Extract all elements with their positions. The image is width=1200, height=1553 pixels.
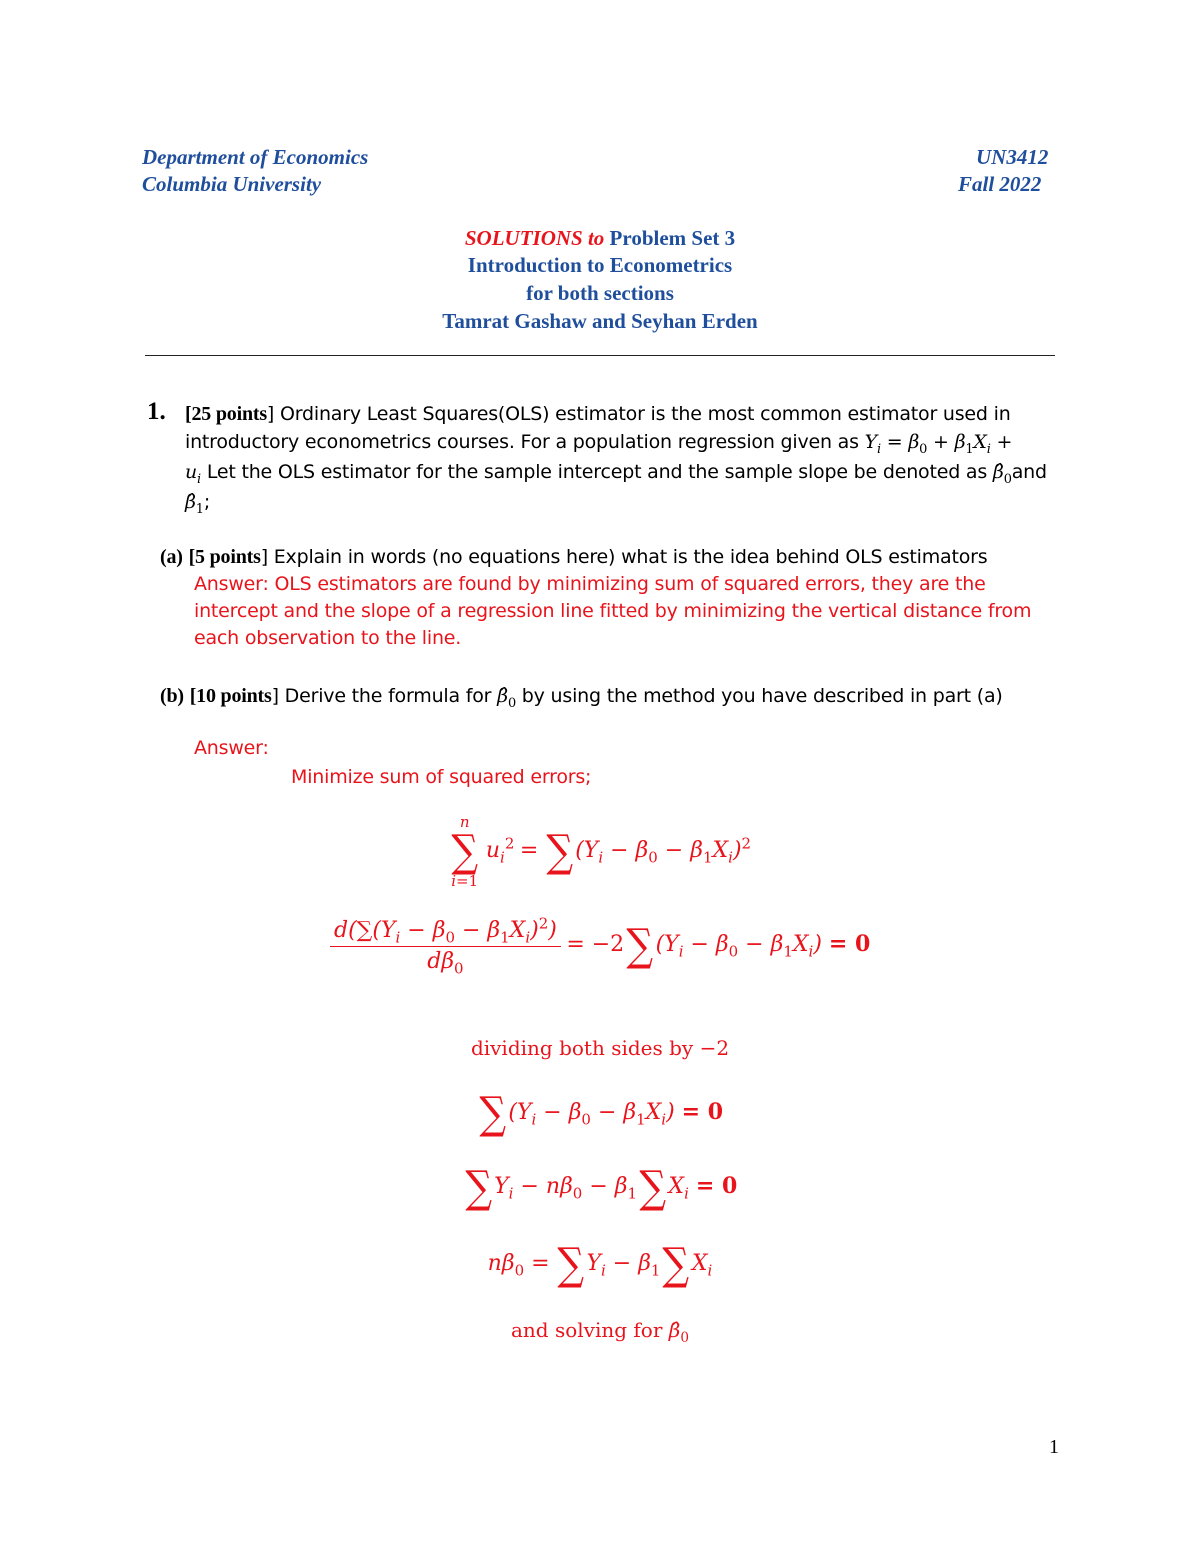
dividing-text: dividing both sides by −2 <box>470 1036 730 1060</box>
q1-and: and <box>1011 461 1047 483</box>
equation-derivative: $\frac{d(\sum(Y_i - \beta_0 - \beta_1X_i)^2)}{d\beta_0}$ = −2∑ $(Y_i - \beta_0 - \beta_1X_i) = 0$ <box>330 918 870 974</box>
q1-text-2: introductory econometrics courses. For a population regression given as <box>185 431 859 453</box>
beta0-hat: $\betâ_0$ <box>992 461 1012 487</box>
part-a-points: [5 points <box>188 546 261 568</box>
part-a-answer-2: intercept and the slope of a regression line fitted by minimizing the vertical distance from <box>194 600 1032 622</box>
sections-line: for both sections <box>526 281 674 305</box>
question-number: 1. <box>147 398 166 425</box>
beta0-hat-solve: $\betâ_0$ <box>668 1318 689 1346</box>
course-code: UN3412 <box>976 145 1049 169</box>
equation-sum-squared-errors: n ∑ i=1 $u_i^2$ = ∑ $(Y_i - \beta_0 - \beta_1X_i)^2$ <box>0 815 1200 889</box>
part-a-text: ] Explain in words (no equations here) what is the idea behind OLS estimators <box>260 546 988 568</box>
q1-line-4: $\betâ_1$; <box>185 491 211 517</box>
department-name: Department of Economics <box>142 145 369 169</box>
error-term: $u_i$ <box>185 461 201 487</box>
university-name: Columbia University <box>142 172 322 196</box>
page-number: 1 <box>1049 1436 1059 1458</box>
part-a-label: (a) <box>160 546 183 568</box>
equation-n-beta0: $n\beta_0$ = ∑ $Y_i - \beta_1\sum$ $X_i$ <box>487 1239 713 1290</box>
derivative-fraction: $\frac{d(\sum(Y_i - \beta_0 - \beta_1X_i)^2)}{d\beta_0}$ <box>330 918 561 974</box>
solutions-label: SOLUTIONS to <box>464 226 605 250</box>
beta1-hat: $\betâ_1$ <box>185 491 204 517</box>
course-subtitle: Introduction to Econometrics <box>467 253 733 277</box>
title-divider <box>145 355 1055 356</box>
part-b-text-2: by using the method you have described in part (a) <box>521 685 1003 707</box>
solving-line <box>0 1318 1200 1346</box>
part-b-label: (b) <box>160 685 184 707</box>
part-a-answer-3: each observation to the line. <box>194 627 462 649</box>
regression-equation: $Y_i = \beta_0 + \beta_1X_i$ + <box>864 431 1013 457</box>
beta0-hat-b: $\betâ_0$ <box>497 685 516 711</box>
authors-line: Tamrat Gashaw and Seyhan Erden <box>442 309 758 333</box>
term: Fall 2022 <box>958 172 1042 196</box>
document-title <box>0 226 1200 251</box>
part-b-question <box>160 685 1003 711</box>
solving-text: and solving for <box>511 1318 663 1342</box>
sigma-with-limits: n ∑ i=1 <box>451 813 479 890</box>
equation-expanded: ∑ $Y_i - n\beta_0 - \beta_1\sum$ $X_i = 0$ <box>465 1162 738 1213</box>
q1-line-1 <box>185 403 1011 426</box>
equation-sum-zero: ∑ $(Y_i - \beta_0 - \beta_1X_i) = 0$ <box>479 1088 724 1139</box>
q1-line-3 <box>185 461 1047 487</box>
part-a-question <box>160 546 987 569</box>
part-b-points: [10 points <box>189 685 272 707</box>
part-b-answer-label: Answer: <box>194 737 269 759</box>
part-a-answer-1: Answer: OLS estimators are found by minimizing sum of squared errors, they are the <box>194 573 986 595</box>
part-b-text-1: ] Derive the formula for <box>271 685 492 707</box>
q1-points: [25 points <box>185 403 267 425</box>
problem-set-label: Problem Set 3 <box>609 226 736 250</box>
minimize-text: Minimize sum of squared errors; <box>291 766 592 788</box>
q1-text-3: Let the OLS estimator for the sample intercept and the sample slope be denoted as <box>206 461 988 483</box>
q1-text-1: ] Ordinary Least Squares(OLS) estimator is the most common estimator used in <box>266 403 1011 425</box>
q1-line-2 <box>185 431 1013 457</box>
